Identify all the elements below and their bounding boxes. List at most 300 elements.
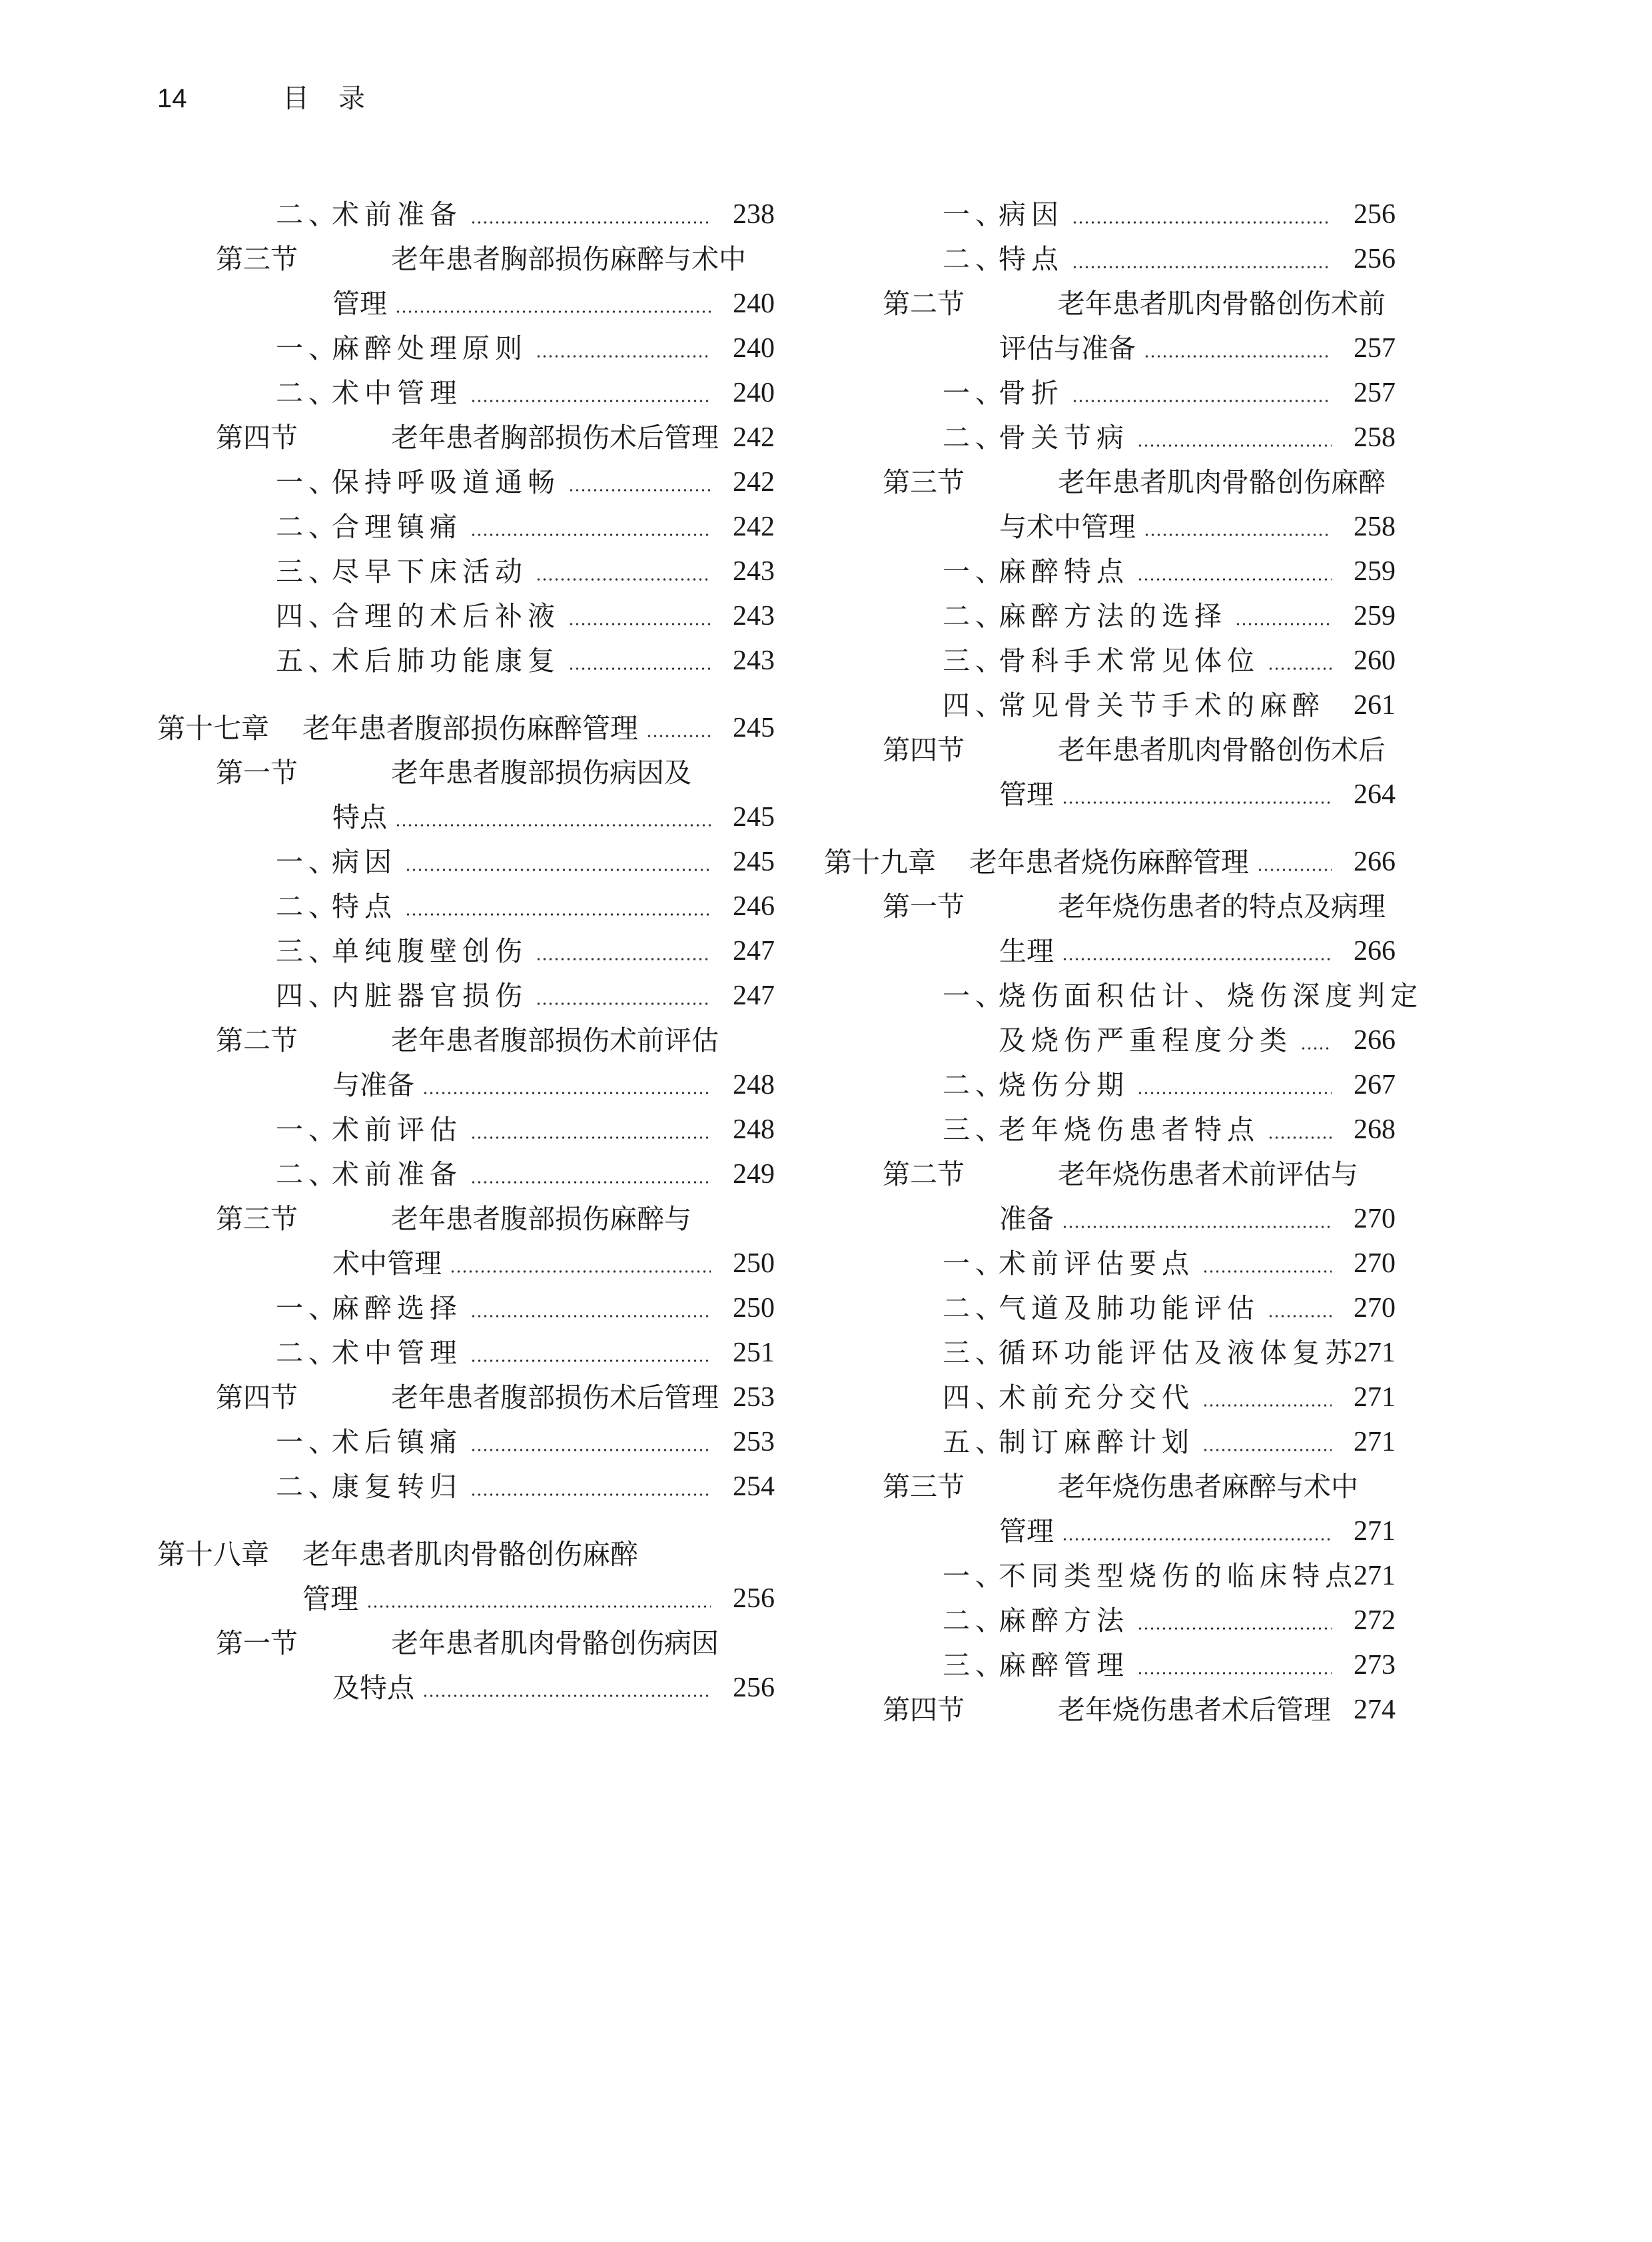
toc-chapter-entry[interactable] <box>157 1577 775 1621</box>
page-number: 14 <box>157 84 187 113</box>
toc-section-entry[interactable] <box>824 460 1396 505</box>
entry-title: 管理 <box>999 1515 1054 1547</box>
entry-title: 老年患者腹部损伤术前评估 <box>391 1024 719 1056</box>
entry-label: 第一节 <box>216 757 298 789</box>
entry-text <box>276 840 397 885</box>
entry-label: 一、 <box>943 980 1008 1012</box>
page-number-ref: 250 <box>733 1293 775 1323</box>
dot-leader <box>395 823 711 827</box>
entry-title: 管理 <box>332 288 387 320</box>
toc-section-entry[interactable] <box>824 326 1396 371</box>
entry-label: 三、 <box>943 1337 1008 1369</box>
dot-leader <box>1257 868 1332 872</box>
entry-text <box>943 1643 1129 1688</box>
page-number-ref: 253 <box>733 1427 775 1457</box>
entry-title: 术中管理 <box>332 1337 462 1369</box>
toc-section-entry[interactable] <box>157 237 775 282</box>
dot-leader <box>1072 220 1332 224</box>
dot-leader <box>405 913 711 917</box>
entry-text <box>276 550 528 594</box>
page-number-ref: 242 <box>733 467 775 498</box>
page-number-ref: 243 <box>733 556 775 587</box>
toc-item-entry[interactable] <box>157 460 775 505</box>
toc-item-entry[interactable] <box>824 683 1396 728</box>
page-number-ref: 256 <box>1354 244 1396 274</box>
toc-column-right <box>824 192 1423 1732</box>
entry-title: 病因 <box>999 198 1064 230</box>
entry-title: 特点 <box>332 801 387 833</box>
entry-label: 第三节 <box>883 466 965 498</box>
entry-title: 术中管理 <box>332 377 462 409</box>
page-number-ref: 248 <box>733 1114 775 1145</box>
entry-text <box>216 416 719 460</box>
dot-leader <box>1137 1627 1332 1631</box>
dot-leader <box>1072 399 1332 403</box>
entry-label: 二、 <box>943 243 1008 275</box>
entry-text <box>943 192 1064 237</box>
entry-title: 制订麻醉计划 <box>999 1426 1194 1458</box>
page-number-ref: 264 <box>1354 779 1396 810</box>
entry-text <box>883 1152 1358 1197</box>
entry-title: 老年患者腹部损伤术后管理 <box>391 1381 719 1413</box>
page-number-ref: 271 <box>1354 1561 1396 1591</box>
page-number-ref: 273 <box>1354 1650 1396 1681</box>
page-number-ref: 240 <box>733 333 775 364</box>
entry-title: 骨科手术常见体位 <box>999 645 1260 677</box>
page-number-ref: 271 <box>1354 1337 1396 1368</box>
toc-section-entry[interactable] <box>824 1688 1396 1732</box>
entry-label: 二、 <box>276 198 341 230</box>
entry-title: 烧伤分期 <box>999 1069 1129 1101</box>
entry-title: 尽早下床活动 <box>332 556 528 587</box>
entry-text <box>943 371 1064 416</box>
toc-section-entry[interactable] <box>824 728 1396 773</box>
toc-item-entry[interactable] <box>157 1286 775 1331</box>
page-number-ref: 253 <box>733 1382 775 1413</box>
page-number-ref: 247 <box>733 980 775 1011</box>
page-number-ref: 272 <box>1354 1605 1396 1636</box>
entry-label: 二、 <box>943 1605 1008 1637</box>
entry-title: 麻醉方法 <box>999 1605 1129 1637</box>
entry-text <box>883 885 1386 929</box>
page-number-ref: 250 <box>733 1248 775 1279</box>
entry-label: 二、 <box>943 422 1008 454</box>
toc-section-entry[interactable] <box>824 1509 1396 1554</box>
toc-section-entry[interactable] <box>157 282 775 326</box>
page-number-ref: 249 <box>733 1159 775 1190</box>
entry-label: 三、 <box>276 556 341 587</box>
page-number-ref: 271 <box>1354 1516 1396 1547</box>
entry-title: 单纯腹壁创伤 <box>332 935 528 967</box>
entry-text <box>276 326 528 371</box>
page-number-ref: 270 <box>1354 1204 1396 1234</box>
entry-text <box>943 683 1325 728</box>
toc-item-entry[interactable] <box>824 594 1396 639</box>
toc-item-entry[interactable] <box>157 1108 775 1152</box>
entry-label: 二、 <box>943 1069 1008 1101</box>
toc-item-entry[interactable] <box>157 1420 775 1465</box>
page-number-ref: 258 <box>1354 512 1396 542</box>
entry-text <box>883 728 1386 773</box>
toc-item-entry[interactable] <box>824 237 1396 282</box>
toc-item-entry[interactable] <box>824 371 1396 416</box>
entry-title: 合理的术后补液 <box>332 600 560 632</box>
dot-leader <box>1268 1314 1332 1318</box>
page-number-ref: 271 <box>1354 1427 1396 1457</box>
toc-section-entry[interactable] <box>824 885 1396 929</box>
entry-label: 第十八章 <box>157 1538 270 1571</box>
entry-text <box>824 840 1250 885</box>
entry-label: 二、 <box>276 1158 341 1190</box>
entry-label: 第一节 <box>883 891 965 923</box>
dot-leader <box>470 1448 711 1452</box>
page-number-ref: 258 <box>1354 422 1396 453</box>
dot-leader <box>470 533 711 537</box>
toc-item-entry[interactable] <box>824 974 1423 1018</box>
dot-leader <box>470 1136 711 1140</box>
entry-title: 评估与准备 <box>999 332 1136 364</box>
dot-leader <box>1137 1671 1332 1675</box>
entry-title: 老年患者腹部损伤病因及 <box>391 757 691 789</box>
page-number-ref: 242 <box>733 512 775 542</box>
toc-item-entry[interactable] <box>157 929 775 974</box>
entry-label: 二、 <box>276 377 341 409</box>
toc-section-entry[interactable] <box>157 1063 775 1108</box>
dot-leader <box>568 488 711 492</box>
entry-label: 一、 <box>276 846 341 878</box>
dot-leader <box>470 220 711 224</box>
entry-title: 麻醉方法的选择 <box>999 600 1227 632</box>
entry-label: 二、 <box>276 511 341 543</box>
entry-label: 四、 <box>943 1381 1008 1413</box>
entry-label: 第四节 <box>216 422 298 454</box>
entry-title: 及烧伤严重程度分类 <box>999 1024 1292 1056</box>
entry-title: 老年患者肌肉骨骼创伤麻醉 <box>302 1538 639 1571</box>
toc-section-entry[interactable] <box>824 1152 1396 1197</box>
toc-item-entry[interactable] <box>157 505 775 550</box>
toc-chapter-entry[interactable] <box>157 1532 775 1577</box>
entry-label: 一、 <box>276 466 341 498</box>
entry-text <box>883 1465 1358 1509</box>
toc-item-entry[interactable] <box>157 371 775 416</box>
entry-title: 内脏器官损伤 <box>332 980 528 1012</box>
toc-section-entry[interactable] <box>157 1197 775 1242</box>
entry-text <box>276 1331 462 1375</box>
entry-title: 烧伤面积估计、烧伤深度判定 <box>999 980 1423 1012</box>
entry-title: 常见骨关节手术的麻醉 <box>999 689 1325 721</box>
entry-text <box>276 1420 462 1465</box>
entry-text <box>943 594 1227 639</box>
toc-section-entry[interactable] <box>824 1197 1396 1242</box>
entry-text <box>943 974 1423 1018</box>
entry-label: 第十七章 <box>157 712 270 745</box>
entry-title: 老年患者肌肉骨骼创伤麻醉 <box>1058 466 1386 498</box>
dot-leader <box>568 622 711 626</box>
entry-title: 术前准备 <box>332 1158 462 1190</box>
entry-text <box>276 371 462 416</box>
entry-title: 气道及肺功能评估 <box>999 1292 1260 1324</box>
entry-label: 第四节 <box>883 734 965 766</box>
entry-title: 合理镇痛 <box>332 511 462 543</box>
toc-item-entry[interactable] <box>157 550 775 594</box>
entry-title: 老年患者肌肉骨骼创伤术后 <box>1058 734 1386 766</box>
dot-leader <box>1144 533 1332 537</box>
page-number-ref: 266 <box>1354 1025 1396 1056</box>
entry-title: 麻醉管理 <box>999 1649 1129 1681</box>
entry-label: 第三节 <box>216 243 298 275</box>
entry-label: 三、 <box>276 935 341 967</box>
entry-label: 第三节 <box>216 1203 298 1235</box>
page-number-ref: 266 <box>1354 847 1396 877</box>
dot-leader <box>470 1493 711 1497</box>
page-number-ref: 248 <box>733 1070 775 1100</box>
entry-text <box>943 1599 1129 1643</box>
toc-item-entry[interactable] <box>157 1331 775 1375</box>
entry-title: 老年患者肌肉骨骼创伤病因 <box>391 1627 719 1659</box>
dot-leader <box>1137 577 1332 581</box>
dot-leader <box>536 577 711 581</box>
entry-title: 老年烧伤患者的特点及病理 <box>1058 891 1386 923</box>
entry-text <box>943 1063 1129 1108</box>
toc-item-entry[interactable] <box>824 1018 1396 1063</box>
entry-text <box>943 1554 1358 1599</box>
page-number-ref: 259 <box>1354 556 1396 587</box>
toc-item-entry[interactable] <box>824 192 1396 237</box>
dot-leader <box>1268 667 1332 671</box>
entry-label: 一、 <box>943 556 1008 587</box>
entry-text <box>276 885 397 929</box>
toc-section-entry[interactable] <box>157 1666 775 1710</box>
toc-section-entry[interactable] <box>157 795 775 840</box>
dot-leader <box>1137 444 1332 448</box>
page-number-ref: 251 <box>733 1337 775 1368</box>
toc-section-entry[interactable] <box>157 416 775 460</box>
entry-title: 特点 <box>332 891 397 923</box>
toc-item-entry[interactable] <box>824 1554 1396 1599</box>
entry-title: 老年患者胸部损伤麻醉与术中 <box>391 243 746 275</box>
entry-label: 一、 <box>276 1114 341 1146</box>
page-number-ref: 267 <box>1354 1070 1396 1100</box>
entry-title: 及特点 <box>332 1672 414 1704</box>
entry-title: 管理 <box>302 1583 359 1615</box>
toc-item-entry[interactable] <box>157 326 775 371</box>
entry-title: 术前准备 <box>332 198 462 230</box>
dot-leader <box>1137 1091 1332 1095</box>
toc-item-entry[interactable] <box>824 1063 1396 1108</box>
page-number-ref: 245 <box>733 802 775 833</box>
dot-leader <box>1300 1046 1332 1050</box>
toc-item-entry[interactable] <box>157 1152 775 1197</box>
entry-title: 循环功能评估及液体复苏 <box>999 1337 1358 1369</box>
toc-item-entry[interactable] <box>824 1286 1396 1331</box>
toc-section-entry[interactable] <box>824 282 1396 326</box>
dot-leader <box>568 667 711 671</box>
toc-section-entry[interactable] <box>157 1018 775 1063</box>
dot-leader <box>1062 957 1332 961</box>
page-number-ref: 254 <box>733 1471 775 1502</box>
entry-text <box>943 1331 1358 1375</box>
dot-leader <box>1072 265 1332 269</box>
dot-leader <box>450 1270 711 1274</box>
page-number-ref: 274 <box>1354 1694 1396 1725</box>
toc-section-entry[interactable] <box>824 1465 1396 1509</box>
entry-title: 老年烧伤患者特点 <box>999 1114 1260 1146</box>
toc-item-entry[interactable] <box>157 639 775 683</box>
entry-label: 二、 <box>276 1471 341 1503</box>
entry-label: 三、 <box>943 1649 1008 1681</box>
entry-label: 二、 <box>943 1292 1008 1324</box>
toc-item-entry[interactable] <box>824 1375 1396 1420</box>
entry-label: 五、 <box>943 1426 1008 1458</box>
page-number-ref: 256 <box>1354 199 1396 230</box>
page-number-ref: 246 <box>733 891 775 922</box>
page-number-ref: 245 <box>733 713 775 743</box>
entry-title: 术前评估要点 <box>999 1248 1194 1280</box>
page-number-ref: 243 <box>733 601 775 631</box>
page-number-ref: 266 <box>1354 936 1396 966</box>
page-number-ref: 270 <box>1354 1248 1396 1279</box>
toc-item-entry[interactable] <box>824 1420 1396 1465</box>
entry-text <box>276 594 560 639</box>
toc-item-entry[interactable] <box>824 1108 1396 1152</box>
toc-item-entry[interactable] <box>824 639 1396 683</box>
dot-leader <box>1268 1136 1332 1140</box>
toc-item-entry[interactable] <box>824 1242 1396 1286</box>
toc-section-entry[interactable] <box>824 929 1396 974</box>
dot-leader <box>646 734 711 738</box>
page-number-ref: 240 <box>733 378 775 408</box>
entry-title: 术前评估 <box>332 1114 462 1146</box>
entry-title: 老年患者腹部损伤麻醉与 <box>391 1203 691 1235</box>
entry-title: 与术中管理 <box>999 511 1136 543</box>
toc-section-entry[interactable] <box>157 1621 775 1666</box>
page-number-ref: 259 <box>1354 601 1396 631</box>
entry-text <box>216 1621 719 1666</box>
entry-text <box>276 929 528 974</box>
entry-text <box>276 1152 462 1197</box>
toc-item-entry[interactable] <box>824 1331 1396 1375</box>
entry-text <box>943 639 1260 683</box>
toc-section-entry[interactable] <box>157 751 775 795</box>
entry-label: 四、 <box>943 689 1008 721</box>
entry-text <box>216 751 691 795</box>
toc-item-entry[interactable] <box>157 192 775 237</box>
entry-label: 一、 <box>943 1560 1008 1592</box>
entry-title: 老年烧伤患者术前评估与 <box>1058 1158 1358 1190</box>
entry-label: 第四节 <box>883 1694 965 1726</box>
toc-item-entry[interactable] <box>157 885 775 929</box>
entry-label: 一、 <box>276 332 341 364</box>
toc-item-entry[interactable] <box>824 416 1396 460</box>
page-number-ref: 268 <box>1354 1114 1396 1145</box>
entry-title: 术后肺功能康复 <box>332 645 560 677</box>
toc-section-entry[interactable] <box>157 1375 775 1420</box>
entry-text <box>276 460 560 505</box>
dot-leader <box>1062 1537 1332 1541</box>
entry-text <box>883 460 1386 505</box>
entry-text <box>943 1108 1260 1152</box>
dot-leader <box>395 310 711 314</box>
page-number-ref: 240 <box>733 288 775 319</box>
dot-leader <box>1062 801 1332 805</box>
page-number-ref: 256 <box>733 1673 775 1703</box>
entry-title: 老年烧伤患者术后管理 <box>1058 1694 1331 1726</box>
toc-item-entry[interactable] <box>157 840 775 885</box>
page-number-ref: 261 <box>1354 690 1396 721</box>
entry-label: 一、 <box>276 1426 341 1458</box>
entry-title: 生理 <box>999 935 1054 967</box>
entry-text <box>276 1465 462 1509</box>
entry-label: 第一节 <box>216 1627 298 1659</box>
running-head: 目录 <box>282 83 394 114</box>
toc-item-entry[interactable] <box>824 550 1396 594</box>
toc-chapter-entry[interactable] <box>157 706 775 751</box>
entry-title: 术前充分交代 <box>999 1381 1194 1413</box>
toc-item-entry[interactable] <box>824 1643 1396 1688</box>
entry-title: 特点 <box>999 243 1064 275</box>
toc-chapter-entry[interactable] <box>824 840 1396 885</box>
entry-text <box>216 237 746 282</box>
toc-item-entry[interactable] <box>157 974 775 1018</box>
page-number-ref: 257 <box>1354 333 1396 364</box>
page-number-ref: 243 <box>733 645 775 676</box>
toc-section-entry[interactable] <box>824 773 1396 817</box>
toc-section-entry[interactable] <box>824 505 1396 550</box>
toc-section-entry[interactable] <box>157 1242 775 1286</box>
entry-text <box>216 1197 691 1242</box>
entry-label: 一、 <box>276 1292 341 1324</box>
entry-label: 第三节 <box>883 1471 965 1503</box>
entry-title: 康复转归 <box>332 1471 462 1503</box>
entry-title: 麻醉特点 <box>999 556 1129 587</box>
entry-label: 二、 <box>276 891 341 923</box>
entry-label: 五、 <box>276 645 341 677</box>
page-number-ref: 270 <box>1354 1293 1396 1323</box>
toc-item-entry[interactable] <box>157 594 775 639</box>
entry-label: 二、 <box>943 600 1008 632</box>
entry-title: 麻醉选择 <box>332 1292 462 1324</box>
entry-text <box>943 237 1064 282</box>
entry-text <box>943 1286 1260 1331</box>
page-number-ref: 257 <box>1354 378 1396 408</box>
entry-title: 不同类型烧伤的临床特点 <box>999 1560 1358 1592</box>
entry-label: 一、 <box>943 377 1008 409</box>
entry-label: 第四节 <box>216 1381 298 1413</box>
entry-title: 术中管理 <box>332 1248 442 1280</box>
entry-text <box>216 1018 719 1063</box>
dot-leader <box>470 399 711 403</box>
dot-leader <box>422 1694 711 1698</box>
dot-leader <box>470 1359 711 1363</box>
entry-label: 第十九章 <box>824 846 937 879</box>
entry-label: 四、 <box>276 980 341 1012</box>
entry-label: 一、 <box>943 198 1008 230</box>
entry-title: 准备 <box>999 1203 1054 1235</box>
entry-text <box>157 706 639 751</box>
toc-item-entry[interactable] <box>157 1465 775 1509</box>
toc-item-entry[interactable] <box>824 1599 1396 1643</box>
entry-title: 老年患者肌肉骨骼创伤术前 <box>1058 288 1386 320</box>
entry-text <box>943 1375 1194 1420</box>
entry-title: 管理 <box>999 779 1054 811</box>
entry-text <box>883 1688 1331 1732</box>
entry-label: 一、 <box>943 1248 1008 1280</box>
dot-leader <box>422 1091 711 1095</box>
dot-leader <box>470 1314 711 1318</box>
entry-title: 老年烧伤患者麻醉与术中 <box>1058 1471 1358 1503</box>
entry-text <box>276 505 462 550</box>
entry-text <box>276 639 560 683</box>
